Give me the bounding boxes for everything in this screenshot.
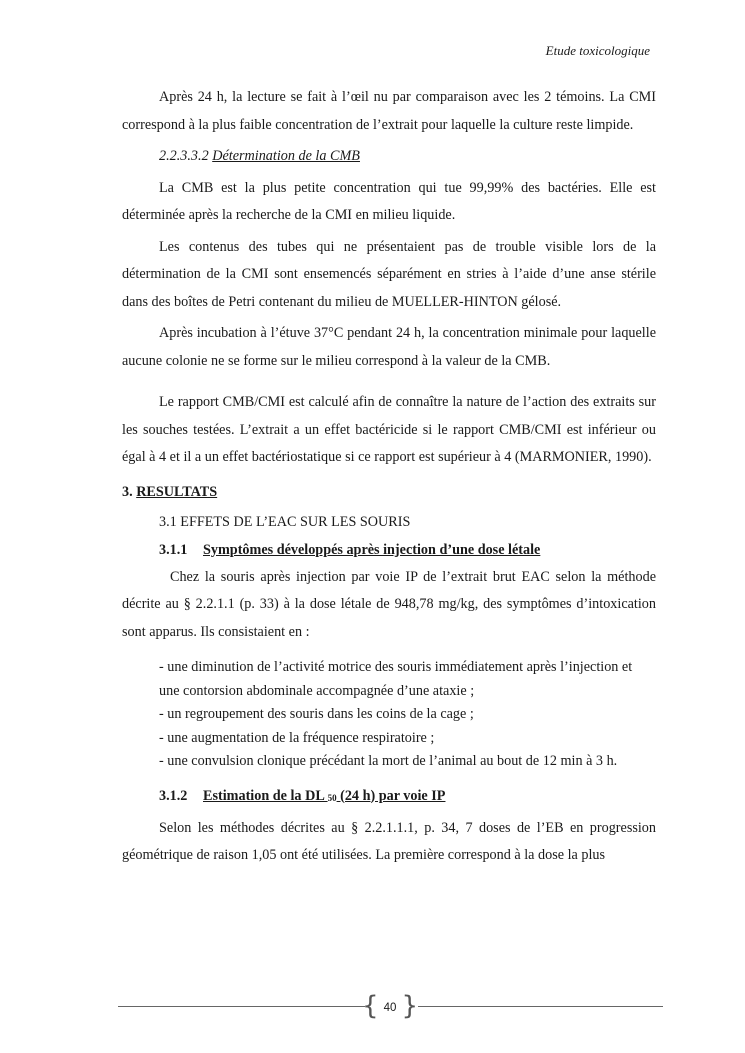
paragraph-incubation: Après incubation à l’étuve 37°C pendant 24 h, la concentration minimale pour laquelle aucune colonie ne se forme sur le milieu correspond à la valeur de la CMB. <box>122 325 656 369</box>
page-number-box <box>362 991 418 1022</box>
paragraph-dl50-methods: Selon les méthodes décrites au § 2.2.1.1.1, p. 34, 7 doses de l’EB en progression géométrique de raison 1,05 ont été utilisées. La première correspond à la dose la plus <box>122 819 656 863</box>
subsection-312-title-post: (24 h) par voie IP <box>336 787 446 804</box>
page-number: 40 <box>383 1002 397 1014</box>
cmb-heading <box>122 143 656 171</box>
paragraph-ratio: Le rapport CMB/CMI est calculé afin de connaître la nature de l’action des extraits sur les souches testées. L’extrait a un effet bactéricide si le rapport CMB/CMI est inférieur ou égal à 4 et il a un effet bactériostatique si ce rapport est supérieur à 4 (MARMONIER, 1990). <box>122 394 656 465</box>
footer-rule-left <box>118 1006 365 1007</box>
list-item: - une convulsion clonique précédant la mort de l’animal au bout de 12 min à 3 h. <box>159 753 618 769</box>
paragraph-tube-contents: Les contenus des tubes qui ne présentaient pas de trouble visible lors de la détermination de la CMI sont ensemencés séparément en stries à l’aide d’une anse stérile dans des boîtes de Petri contenant du milieu de MUELLER-HINTON gélosé. <box>122 238 656 310</box>
footer-rule-right <box>418 1006 663 1007</box>
subsection-312 <box>122 783 656 811</box>
list-item: - une diminution de l’activité motrice des souris immédiatement après l’injection et une contorsion abdominale accompagnée d’une ataxie ; <box>159 659 633 699</box>
running-header: Etude toxicologique <box>545 43 650 58</box>
subsection-311-number: 3.1.1 <box>159 541 188 558</box>
subsection-311 <box>122 537 656 564</box>
cmb-heading-title: Détermination de la CMB <box>212 148 360 164</box>
subsection-312-title <box>203 788 445 804</box>
cmb-heading-number: 2.2.3.3.2 <box>159 148 213 164</box>
subsection-31: 3.1 EFFETS DE L’EAC SUR LES SOURIS <box>159 514 411 530</box>
paragraph-intoxication: Chez la souris après injection par voie IP de l’extrait brut EAC selon la méthode décrite au § 2.2.1.1 (p. 33) à la dose létale de 948,78 mg/kg, des symptômes d’intoxication sont apparus. Ils consistaient en : <box>122 568 656 640</box>
brace-right-icon: } <box>401 991 418 1021</box>
section-number: 3. <box>122 483 137 500</box>
subsection-312-title-sub: 50 <box>327 792 337 803</box>
section-title: RESULTATS <box>136 483 218 500</box>
subsection-311-title: Symptômes développés après injection d’une dose létale <box>203 541 541 558</box>
list-item: - une augmentation de la fréquence respiratoire ; <box>159 729 435 746</box>
brace-left-icon: { <box>362 991 379 1021</box>
section-heading-resultats <box>122 479 656 507</box>
subsection-312-title-pre: Estimation de la DL <box>203 787 328 804</box>
subsection-312-number: 3.1.2 <box>159 787 188 804</box>
symptom-list <box>159 656 656 774</box>
body-text <box>122 84 656 870</box>
paragraph-cmi-reading: Après 24 h, la lecture se fait à l’œil nu par comparaison avec les 2 témoins. La CMI correspond à la plus faible concentration de l’extrait pour laquelle la culture reste limpide. <box>122 89 656 133</box>
list-item: - un regroupement des souris dans les coins de la cage ; <box>159 706 474 722</box>
paragraph-cmb-definition: La CMB est la plus petite concentration qui tue 99,99% des bactéries. Elle est déterminée après la recherche de la CMI en milieu liquide. <box>122 179 656 223</box>
